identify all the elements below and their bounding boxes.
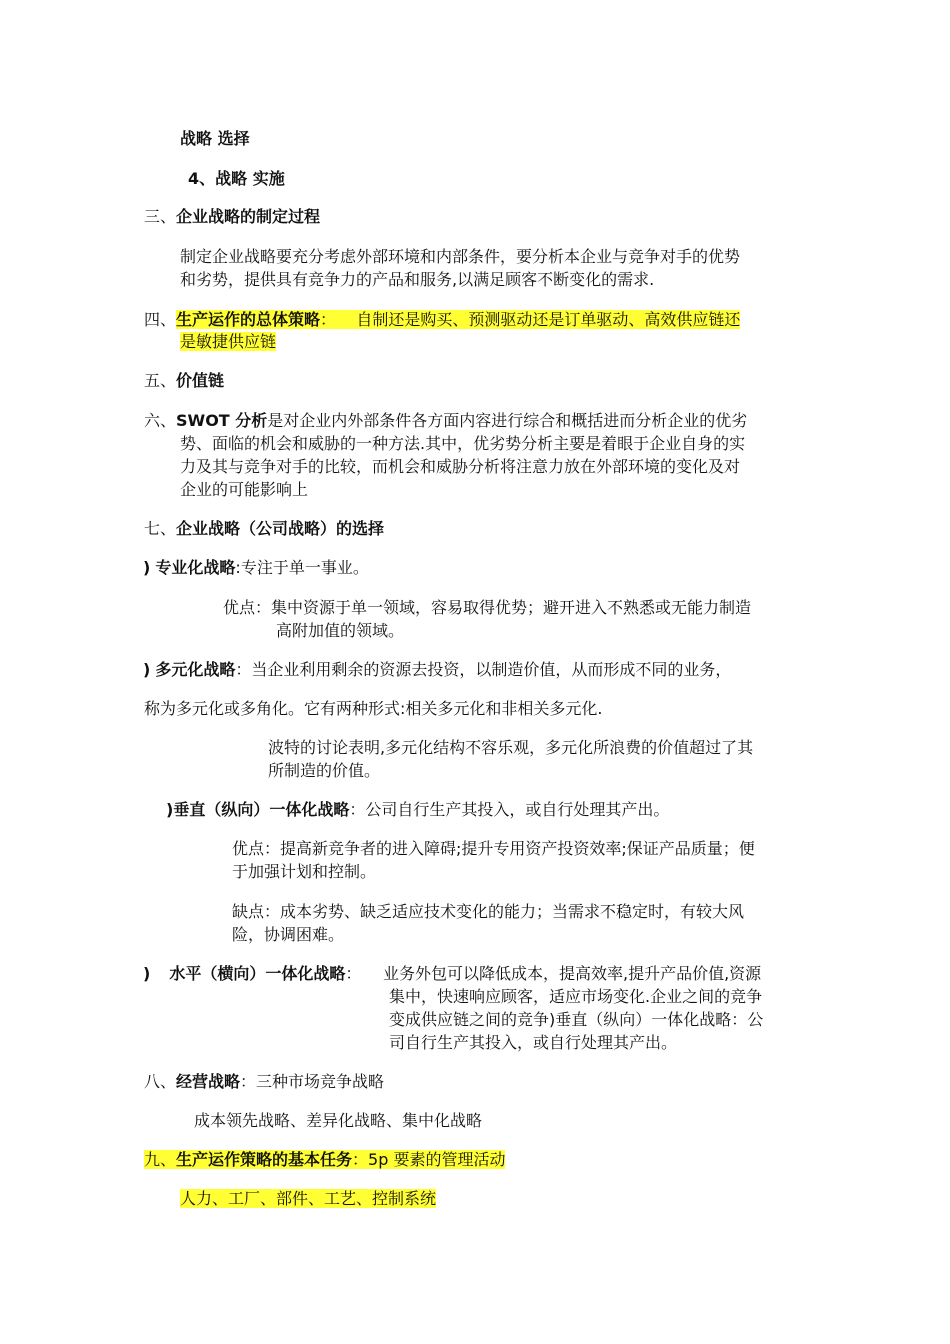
section-title: 企业战略的制定过程 — [176, 207, 321, 226]
section-number: 七、 — [144, 519, 177, 538]
strategy-title: 垂直（纵向）一体化战略 — [173, 800, 350, 819]
section-title: 生产运作策略的基本任务 — [176, 1150, 353, 1169]
paragraph-line: 波特的讨论表明,多元化结构不容乐观，多元化所浪费的价值超过了其 — [268, 738, 754, 757]
paragraph-line: 制定企业战略要充分考虑外部环境和内部条件，要分析本企业与竞争对手的优势 — [180, 247, 741, 266]
highlighted-text: 是敏捷供应链 — [180, 332, 277, 351]
paragraph-line: 势、面临的机会和威胁的一种方法.其中，优劣势分析主要是着眼于企业自身的实 — [180, 434, 746, 453]
section-number: 八、 — [144, 1072, 177, 1091]
heading-strategy-implementation: 4、战略 实施 — [188, 169, 285, 188]
section-8-heading — [144, 1071, 384, 1093]
paragraph-line: 力及其与竞争对手的比较，而机会和威胁分析将注意力放在外部环境的变化及对 — [180, 457, 741, 476]
section-text: ：5p 要素的管理活动 — [352, 1150, 506, 1169]
separator: ： — [320, 310, 357, 329]
section-title: 企业战略（公司战略）的选择 — [176, 519, 385, 538]
paragraph-line: 称为多元化或多角化。它有两种形式:相关多元化和非相关多元化. — [144, 699, 603, 718]
section-title: 经营战略 — [176, 1072, 241, 1091]
highlighted-text — [176, 310, 740, 329]
section-number: 五、 — [144, 371, 177, 390]
section-text: 自制还是购买、预测驱动还是订单驱动、高效供应链还 — [356, 310, 741, 329]
section-number: 九、 — [144, 1150, 177, 1169]
section-number: 四、 — [144, 310, 177, 329]
highlighted-text: 人力、工厂、部件、工艺、控制系统 — [180, 1189, 437, 1208]
paragraph-line: 优点：集中资源于单一领域，容易取得优势；避开进入不熟悉或无能力制造 — [223, 598, 752, 617]
paragraph-line: 集中，快速响应顾客，适应市场变化.企业之间的竞争 — [389, 987, 763, 1006]
paragraph-line — [180, 1188, 436, 1210]
paragraph-line: 企业的可能影响上 — [180, 480, 309, 499]
section-number: 六、 — [144, 411, 177, 430]
strategy-specialization — [143, 557, 369, 579]
strategy-title: 专业化战略 — [155, 558, 236, 577]
strategy-vertical-integration — [166, 799, 669, 821]
paragraph-line: 优点：提高新竞争者的进入障碍;提升专用资产投资效率;保证产品质量；便 — [232, 839, 755, 858]
paragraph-line: 高附加值的领域。 — [276, 621, 405, 640]
strategy-text: :专注于单一事业。 — [235, 558, 369, 577]
strategy-diversification — [143, 659, 731, 681]
strategy-title: 水平（横向）一体化战略 — [169, 964, 346, 983]
paragraph-line: 所制造的价值。 — [268, 761, 381, 780]
separator: ： — [345, 964, 362, 983]
paragraph-line: 险，协调困难。 — [232, 925, 345, 944]
strategy-text: ：公司自行生产其投入，或自行处理其产出。 — [349, 800, 670, 819]
section-7-heading — [144, 518, 384, 540]
section-4-heading — [144, 309, 740, 331]
section-title: SWOT 分析 — [176, 411, 268, 430]
strategy-text: ：当企业利用剩余的资源去投资，以制造价值，从而形成不同的业务， — [235, 660, 732, 679]
bullet-marker: ) — [166, 800, 174, 819]
bullet-marker: ) — [143, 660, 151, 679]
paragraph-line: 成本领先战略、差异化战略、集中化战略 — [194, 1111, 483, 1130]
section-title: 生产运作的总体策略 — [176, 310, 321, 329]
paragraph-line — [180, 331, 276, 353]
bullet-marker: ) — [143, 964, 151, 983]
bullet-marker: ) — [143, 558, 151, 577]
paragraph-line: 业务外包可以降低成本，提高效率,提升产品价值,资源 — [383, 964, 762, 983]
strategy-title: 多元化战略 — [155, 660, 236, 679]
paragraph-line: 缺点：成本劣势、缺乏适应技术变化的能力；当需求不稳定时，有较大风 — [232, 902, 745, 921]
strategy-horizontal-integration — [143, 963, 361, 985]
section-title: 价值链 — [176, 371, 225, 390]
section-9-heading — [144, 1149, 505, 1171]
paragraph-line: 变成供应链之间的竞争)垂直（纵向）一体化战略：公 — [389, 1010, 764, 1029]
section-text: ：三种市场竞争战略 — [240, 1072, 385, 1091]
heading-strategy-selection: 战略 选择 — [180, 129, 250, 148]
paragraph-line: 司自行生产其投入，或自行处理其产出。 — [389, 1033, 678, 1052]
section-6-heading — [144, 410, 747, 432]
paragraph-line: 于加强计划和控制。 — [232, 862, 377, 881]
section-5-heading — [144, 370, 224, 392]
highlighted-text — [144, 1150, 505, 1169]
section-text: 是对企业内外部条件各方面内容进行综合和概括进而分析企业的优劣 — [267, 411, 748, 430]
paragraph-line: 和劣势，提供具有竞争力的产品和服务,以满足顾客不断变化的需求. — [180, 270, 655, 289]
section-number: 三、 — [144, 207, 177, 226]
section-3-heading — [144, 206, 320, 228]
